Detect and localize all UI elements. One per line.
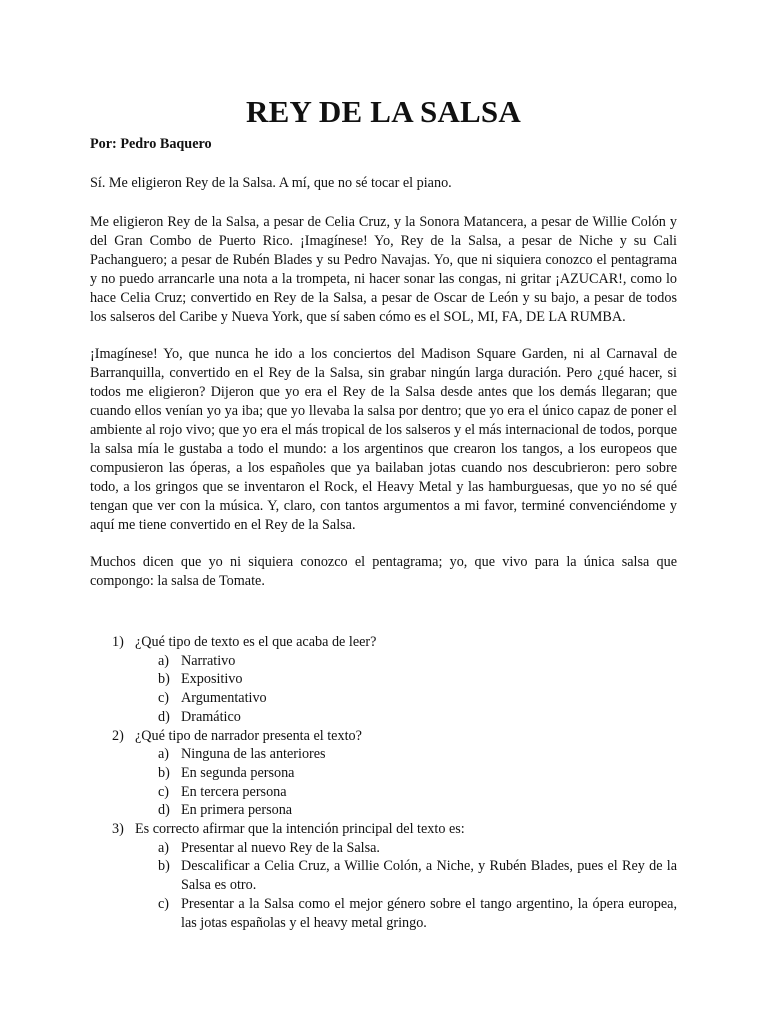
option-item — [90, 652, 677, 671]
option-text: En primera persona — [181, 802, 293, 819]
option-item — [90, 857, 677, 894]
option-item — [90, 895, 677, 932]
paragraph-4: Muchos dicen que yo ni siquiera conozco el pentagrama; yo, que vivo para la única salsa que compongo: la salsa de Tomate. — [90, 554, 677, 589]
option-text: En tercera persona — [181, 783, 287, 800]
question-text: ¿Qué tipo de narrador presenta el texto? — [135, 727, 362, 744]
option-text: Presentar a la Salsa como el mejor género sobre el tango argentino, la ópera europea, las jotas españolas y el heavy metal gringo. — [181, 895, 677, 931]
option-letter: b) — [158, 858, 170, 875]
option-item — [90, 764, 677, 783]
option-letter: c) — [158, 690, 170, 707]
question-3-options — [90, 839, 677, 933]
option-text: Presentar al nuevo Rey de la Salsa. — [181, 839, 380, 856]
option-item — [90, 708, 677, 727]
question-text: Es correcto afirmar que la intención principal del texto es: — [135, 821, 465, 838]
option-item — [90, 670, 677, 689]
option-text: Argumentativo — [181, 690, 267, 707]
option-item — [90, 783, 677, 802]
option-text: Ninguna de las anteriores — [181, 746, 326, 763]
questions-list — [90, 633, 677, 932]
option-text: Expositivo — [181, 671, 243, 688]
option-text: Dramático — [181, 708, 241, 725]
option-letter: a) — [158, 839, 170, 856]
option-letter: b) — [158, 764, 170, 781]
question-number: 3) — [112, 821, 124, 838]
document-page — [90, 92, 677, 932]
option-letter: a) — [158, 652, 170, 669]
question-number: 1) — [112, 634, 124, 650]
document-title: REY DE LA SALSA — [246, 94, 521, 129]
option-text: Descalificar a Celia Cruz, a Willie Colón, a Niche, y Rubén Blades, pues el Rey de la Salsa es otro. — [181, 858, 677, 894]
question-2 — [90, 727, 677, 746]
question-1-options — [90, 652, 677, 727]
option-item — [90, 839, 677, 858]
question-3 — [90, 820, 677, 839]
option-text: En segunda persona — [181, 764, 295, 781]
question-1 — [90, 633, 677, 652]
option-letter: a) — [158, 746, 170, 763]
option-item — [90, 801, 677, 820]
paragraph-1: Sí. Me eligieron Rey de la Salsa. A mí, que no sé tocar el piano. — [90, 175, 452, 191]
option-item — [90, 745, 677, 764]
option-letter: b) — [158, 671, 170, 688]
option-letter: d) — [158, 802, 170, 819]
option-item — [90, 689, 677, 708]
author-line: Por: Pedro Baquero — [90, 136, 212, 152]
option-letter: c) — [158, 895, 170, 912]
paragraph-2: Me eligieron Rey de la Salsa, a pesar de Celia Cruz, y la Sonora Matancera, a pesar de Willie Colón y del Gran Combo de Puerto Rico. ¡Imagínese! Yo, Rey de la Salsa, a pesar de Niche y su Cali Pachanguero; a pesar de Rubén Blades y su Pedro Navajas. Yo, que ni siquiera conozco el pentagrama y no puedo arrancarle una nota a la trompeta, ni hacer sonar las congas, ni gritar ¡AZUCAR!, como lo hace Celia Cruz; convertido en Rey de la Salsa, a pesar de Oscar de León y su bajo, a pesar de todos los salseros del Caribe y Nueva York, que sí saben cómo es el SOL, MI, FA, DE LA RUMBA. — [90, 214, 677, 325]
question-number: 2) — [112, 727, 124, 744]
option-text: Narrativo — [181, 652, 236, 669]
option-letter: d) — [158, 708, 170, 725]
question-text: ¿Qué tipo de texto es el que acaba de leer? — [135, 634, 377, 650]
question-2-options — [90, 745, 677, 820]
option-letter: c) — [158, 783, 170, 800]
paragraph-3: ¡Imagínese! Yo, que nunca he ido a los conciertos del Madison Square Garden, ni al Carnaval de Barranquilla, convertido en el Rey de la Salsa, sin grabar ningún larga duración. Pero ¿qué hacer, si todos me eligieron? Dijeron que yo era el Rey de la Salsa desde antes que los demás llegaran; que cuando ellos venían yo ya iba; que yo llevaba la salsa por dentro; que yo era el único capaz de poner el ambiente al rojo vivo; que yo era el más tropical de los salseros y el más internacional de todos, porque la salsa mía le gustaba a todo el mundo: a los argentinos que crearon los tangos, a los europeos que compusieron las óperas, a los españoles que ya bailaban jotas cuando nos descubrieron: pero sobre todo, a los gringos que se inventaron el Rock, el Heavy Metal y las hamburguesas, que yo no sé qué tengan que ver con la música. Y, claro, con tantos argumentos a mi favor, terminé convenciéndome y aquí me tiene convertido en el Rey de la Salsa. — [90, 346, 677, 533]
